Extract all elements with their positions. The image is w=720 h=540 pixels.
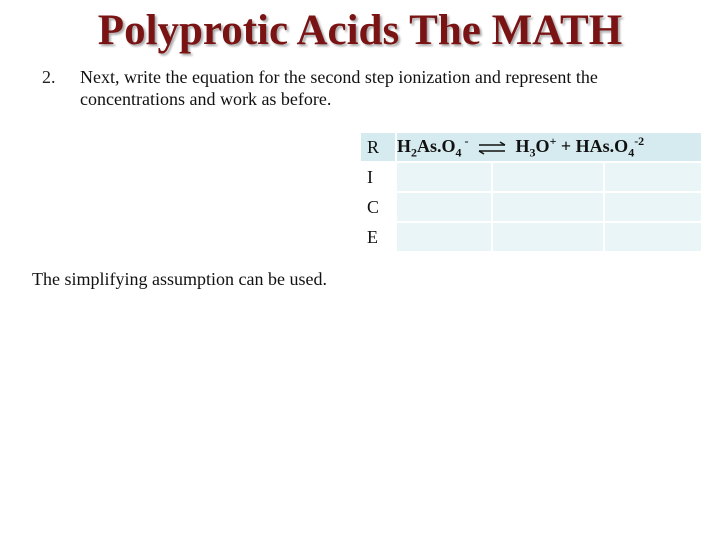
table-cell [396,222,492,252]
plus-sign: + [560,135,572,156]
rice-row-i [360,162,702,192]
table-cell [492,222,604,252]
product-hydronium: $H_3O^+$ [515,133,557,160]
table-cell [396,192,492,222]
row-label-r: R [360,132,396,162]
reactant: $H_2As.O_4$ - [397,133,469,160]
rice-row-r [360,132,702,162]
row-label-c: C [360,192,396,222]
table-cell [604,222,702,252]
item-text: Next, write the equation for the second step ionization and represent the concentrations and work as before. [80,67,598,109]
equation-cell [396,132,702,162]
slide-title: Polyprotic Acids The MATH [97,7,623,54]
ionization-equation [397,133,645,160]
product-arsenate: $HAs.O_4^{-2}$ [575,133,645,160]
rice-row-e [360,222,702,252]
table-cell [492,162,604,192]
conclusion-text: The simplifying assumption can be used. [32,269,327,289]
instruction-item [42,66,682,110]
rice-table [360,132,702,252]
rice-row-c [360,192,702,222]
equilibrium-arrow-icon [477,141,507,155]
row-label-e: E [360,222,396,252]
row-label-i: I [360,162,396,192]
item-number: 2. [42,67,56,87]
table-cell [396,162,492,192]
table-cell [492,192,604,222]
table-cell [604,162,702,192]
table-cell [604,192,702,222]
